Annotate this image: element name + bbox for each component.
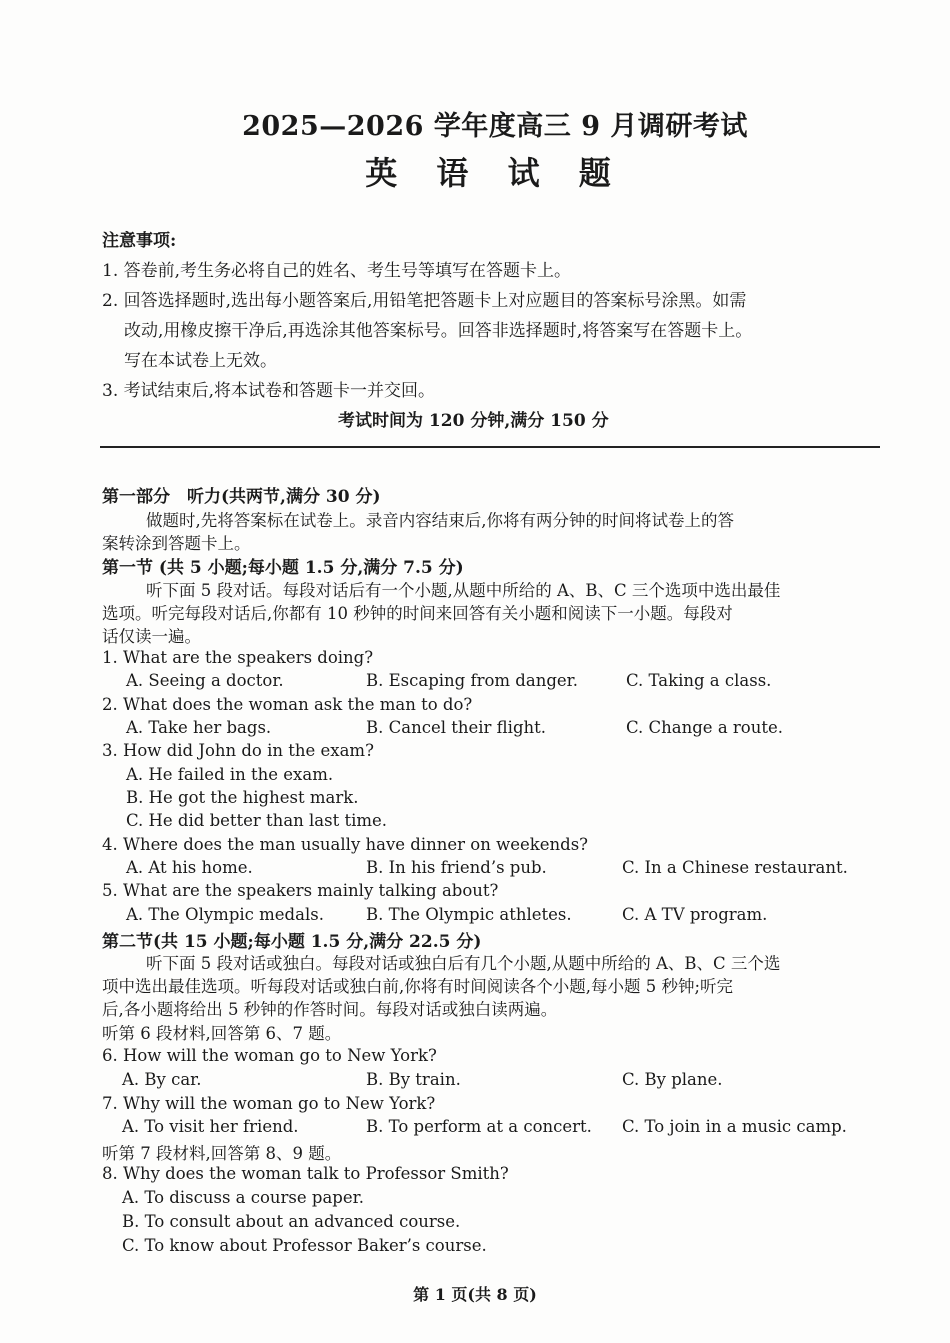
option-b: B. The Olympic athletes.: [366, 905, 572, 924]
section2-intro: 项中选出最佳选项。听每段对话或独白前,你将有时间阅读各个小题,每小题 5 秒钟;听完: [102, 977, 734, 996]
option-c: C. He did better than last time.: [126, 811, 388, 830]
option-a: A. The Olympic medals.: [126, 905, 324, 924]
question-3: 3. How did John do in the exam?: [102, 741, 374, 760]
option-c: C. By plane.: [622, 1070, 723, 1089]
option-b: B. To consult about an advanced course.: [122, 1212, 461, 1231]
option-a: A. Seeing a doctor.: [126, 671, 284, 690]
section1-heading: 第一节 (共 5 小题;每小题 1.5 分,满分 7.5 分): [102, 558, 464, 578]
option-b: B. Cancel their flight.: [366, 718, 547, 737]
exam-title: 2025—2026 学年度高三 9 月调研考试: [242, 111, 748, 142]
section2-intro: 后,各小题将给出 5 秒钟的作答时间。每段对话或独白读两遍。: [102, 1000, 558, 1019]
question-2: 2. What does the woman ask the man to do?: [102, 695, 473, 714]
notice-line: 3. 考试结束后,将本试卷和答题卡一并交回。: [102, 381, 436, 401]
question-8: 8. Why does the woman talk to Professor Smith?: [102, 1164, 509, 1183]
section1-intro: 话仅读一遍。: [102, 627, 201, 646]
question-6: 6. How will the woman go to New York?: [102, 1046, 437, 1065]
option-a: A. To discuss a course paper.: [122, 1188, 364, 1207]
option-c: C. Taking a class.: [626, 671, 772, 690]
option-a: A. At his home.: [126, 858, 253, 877]
option-c: C. To know about Professor Baker’s course.: [122, 1236, 487, 1255]
option-a: A. He failed in the exam.: [126, 765, 334, 784]
option-b: B. Escaping from danger.: [366, 671, 578, 690]
material-6-label: 听第 6 段材料,回答第 6、7 题。: [102, 1024, 342, 1043]
option-a: A. By car.: [122, 1070, 202, 1089]
option-a: A. To visit her friend.: [122, 1117, 299, 1136]
option-c: C. A TV program.: [622, 905, 768, 924]
material-7-label: 听第 7 段材料,回答第 8、9 题。: [102, 1144, 342, 1163]
question-1: 1. What are the speakers doing?: [102, 648, 374, 667]
question-5: 5. What are the speakers mainly talking about?: [102, 881, 499, 900]
option-b: B. In his friend’s pub.: [366, 858, 547, 877]
option-a: A. Take her bags.: [126, 718, 272, 737]
option-b: B. By train.: [366, 1070, 461, 1089]
option-c: C. To join in a music camp.: [622, 1117, 847, 1136]
section2-intro: 听下面 5 段对话或独白。每段对话或独白后有几个小题,从题中所给的 A、B、C 三个选: [146, 954, 781, 973]
notice-heading: 注意事项:: [102, 231, 177, 251]
option-b: B. He got the highest mark.: [126, 788, 359, 807]
option-c: C. Change a route.: [626, 718, 783, 737]
page-number: 第 1 页(共 8 页): [413, 1285, 537, 1304]
part1-heading: 第一部分 听力(共两节,满分 30 分): [102, 487, 381, 507]
option-b: B. To perform at a concert.: [366, 1117, 592, 1136]
exam-time: 考试时间为 120 分钟,满分 150 分: [338, 411, 609, 431]
notice-line: 改动,用橡皮擦干净后,再选涂其他答案标号。回答非选择题时,将答案写在答题卡上。: [124, 321, 753, 341]
divider: [100, 446, 880, 448]
question-7: 7. Why will the woman go to New York?: [102, 1094, 436, 1113]
notice-line: 2. 回答选择题时,选出每小题答案后,用铅笔把答题卡上对应题目的答案标号涂黑。如需: [102, 291, 747, 311]
section1-intro: 听下面 5 段对话。每段对话后有一个小题,从题中所给的 A、B、C 三个选项中选出最佳: [146, 581, 781, 600]
subject-title: 英 语 试 题: [365, 154, 625, 192]
option-c: C. In a Chinese restaurant.: [622, 858, 848, 877]
notice-line: 写在本试卷上无效。: [124, 351, 277, 371]
question-4: 4. Where does the man usually have dinner on weekends?: [102, 835, 589, 854]
part1-intro: 案转涂到答题卡上。: [102, 534, 251, 553]
notice-line: 1. 答卷前,考生务必将自己的姓名、考生号等填写在答题卡上。: [102, 261, 572, 281]
section2-heading: 第二节(共 15 小题;每小题 1.5 分,满分 22.5 分): [102, 932, 482, 952]
part1-intro: 做题时,先将答案标在试卷上。录音内容结束后,你将有两分钟的时间将试卷上的答: [146, 511, 734, 530]
section1-intro: 选项。听完每段对话后,你都有 10 秒钟的时间来回答有关小题和阅读下一小题。每段对: [102, 604, 733, 623]
